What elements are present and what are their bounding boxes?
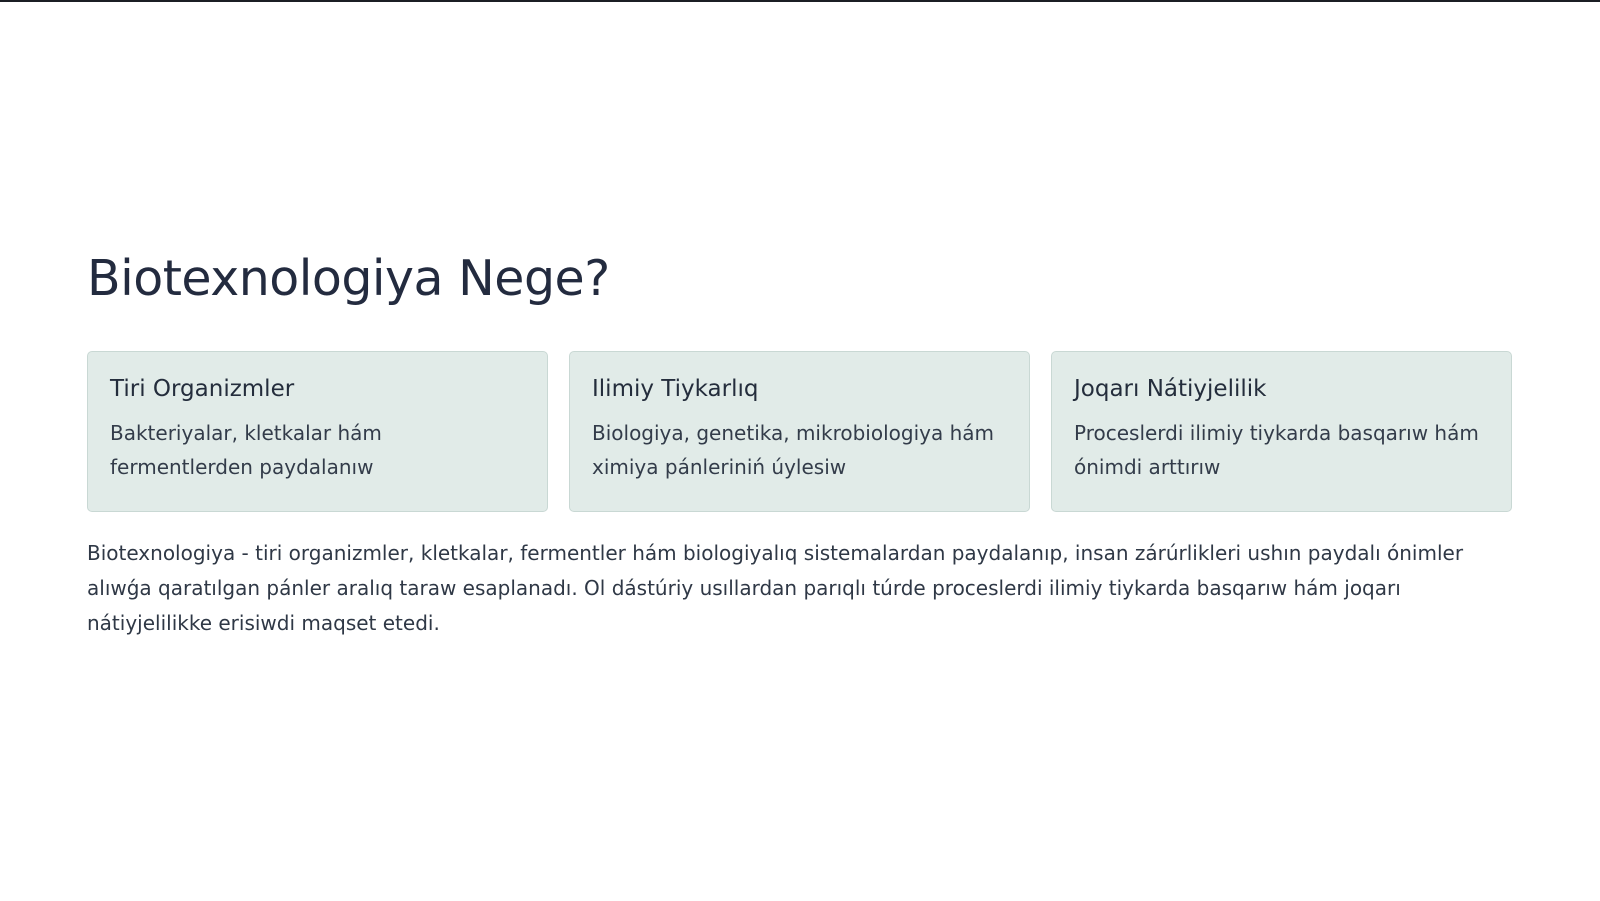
card-title: Tiri Organizmler bbox=[110, 376, 295, 402]
card-title: Ilimiy Tiykarlıq bbox=[592, 376, 759, 402]
card-description: Proceslerdi ilimiy tiykarda basqarıw hám ónimdi arttırıw bbox=[1074, 421, 1479, 479]
feature-card-living-organisms bbox=[87, 351, 548, 512]
top-border bbox=[0, 0, 1600, 2]
feature-card-high-efficiency bbox=[1051, 351, 1512, 512]
feature-card-scientific-basis bbox=[569, 351, 1030, 512]
card-description: Biologiya, genetika, mikrobiologiya hám ximiya pánleriniń úylesiw bbox=[592, 421, 994, 479]
card-description: Bakteriyalar, kletkalar hám fermentlerden paydalanıw bbox=[110, 421, 382, 479]
card-title: Joqarı Nátiyjelilik bbox=[1074, 376, 1267, 402]
intro-paragraph: Biotexnologiya - tiri organizmler, kletkalar, fermentler hám biologiyalıq sistemalardan paydalanıp, insan zárúrlikleri ushın paydalı ónimler alıwǵa qaratılgan pánler aralıq taraw esaplanadı. Ol dástúriy usıllardan parıqlı túrde proceslerdi ilimiy tiykarda basqarıw hám joqarı nátiyjelilikke erisiwdi maqset etedi. bbox=[87, 541, 1464, 635]
slide-content bbox=[87, 250, 1514, 641]
page-title: Biotexnologiya Nege? bbox=[87, 250, 610, 307]
feature-cards bbox=[87, 351, 1514, 512]
